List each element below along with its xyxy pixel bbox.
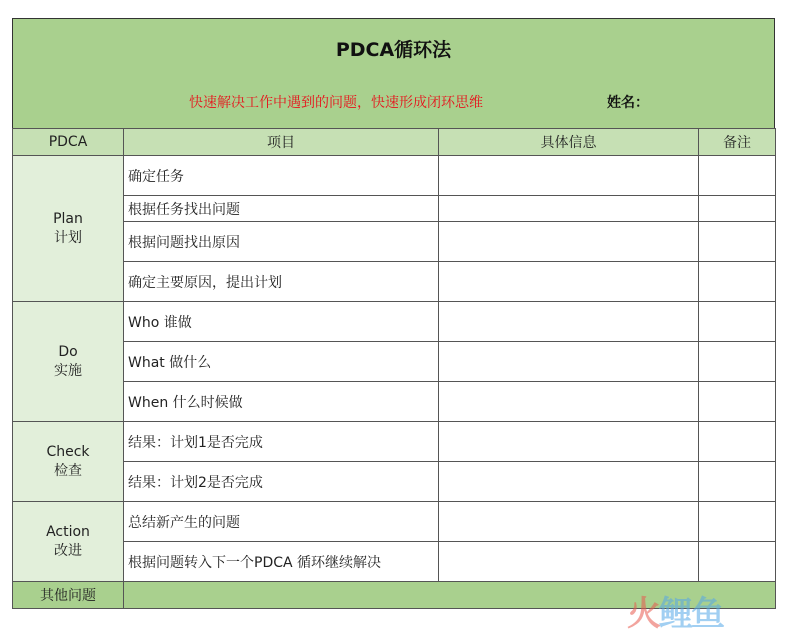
item-cell: 确定主要原因，提出计划 [124,262,439,302]
pdca-table [12,128,776,609]
details-cell[interactable] [439,302,699,342]
notes-cell[interactable] [699,342,776,382]
details-cell[interactable] [439,462,699,502]
table-header-row [13,129,776,156]
table-row [13,262,776,302]
subtitle: 快速解决工作中遇到的问题，快速形成闭环思维 [189,95,483,111]
table-row [13,542,776,582]
watermark-logo [627,586,723,635]
notes-cell[interactable] [699,542,776,582]
notes-cell[interactable] [699,502,776,542]
table-row [13,222,776,262]
phase-label-zh: 实施 [54,362,82,379]
table-row [13,196,776,222]
phase-label-en: Plan [53,210,83,227]
page-title: PDCA循环法 [335,39,452,61]
phase-label-en: Do [58,343,78,360]
phase-label-en: Action [46,523,90,540]
notes-cell[interactable] [699,422,776,462]
details-cell[interactable] [439,382,699,422]
phase-label-zh: 改进 [54,542,82,559]
notes-cell[interactable] [699,262,776,302]
column-header-details: 具体信息 [439,129,699,156]
table-row [13,502,776,542]
phase-cell-check [13,422,124,502]
table-row [13,342,776,382]
notes-cell[interactable] [699,462,776,502]
notes-cell[interactable] [699,196,776,222]
details-cell[interactable] [439,156,699,196]
sheet-header [12,18,775,128]
phase-cell-do [13,302,124,422]
details-cell[interactable] [439,502,699,542]
notes-cell[interactable] [699,382,776,422]
column-header-item: 项目 [124,129,439,156]
item-cell: 根据任务找出问题 [124,196,439,222]
table-row [13,302,776,342]
other-issues-label: 其他问题 [13,582,124,609]
item-cell: Who 谁做 [124,302,439,342]
notes-cell[interactable] [699,156,776,196]
item-cell: 总结新产生的问题 [124,502,439,542]
item-cell: 确定任务 [124,156,439,196]
pdca-sheet [12,18,775,609]
details-cell[interactable] [439,342,699,382]
phase-label-zh: 计划 [54,229,82,246]
phase-label-zh: 检查 [54,462,82,479]
column-header-pdca: PDCA [13,129,124,156]
details-cell[interactable] [439,422,699,462]
table-row [13,462,776,502]
watermark-char-2: 鲤 [659,594,691,634]
item-cell: 根据问题找出原因 [124,222,439,262]
notes-cell[interactable] [699,302,776,342]
column-header-notes: 备注 [699,129,776,156]
item-cell: 结果：计划2是否完成 [124,462,439,502]
phase-cell-plan [13,156,124,302]
table-row [13,382,776,422]
phase-label-en: Check [46,443,90,460]
details-cell[interactable] [439,196,699,222]
details-cell[interactable] [439,262,699,302]
details-cell[interactable] [439,542,699,582]
watermark-char-1: 火 [627,594,659,634]
notes-cell[interactable] [699,222,776,262]
item-cell: 根据问题转入下一个PDCA 循环继续解决 [124,542,439,582]
item-cell: 结果：计划1是否完成 [124,422,439,462]
table-row [13,156,776,196]
table-row [13,422,776,462]
details-cell[interactable] [439,222,699,262]
item-cell: What 做什么 [124,342,439,382]
phase-cell-action [13,502,124,582]
item-cell: When 什么时候做 [124,382,439,422]
watermark-char-3: 鱼 [691,594,723,634]
name-label: 姓名： [607,95,649,111]
